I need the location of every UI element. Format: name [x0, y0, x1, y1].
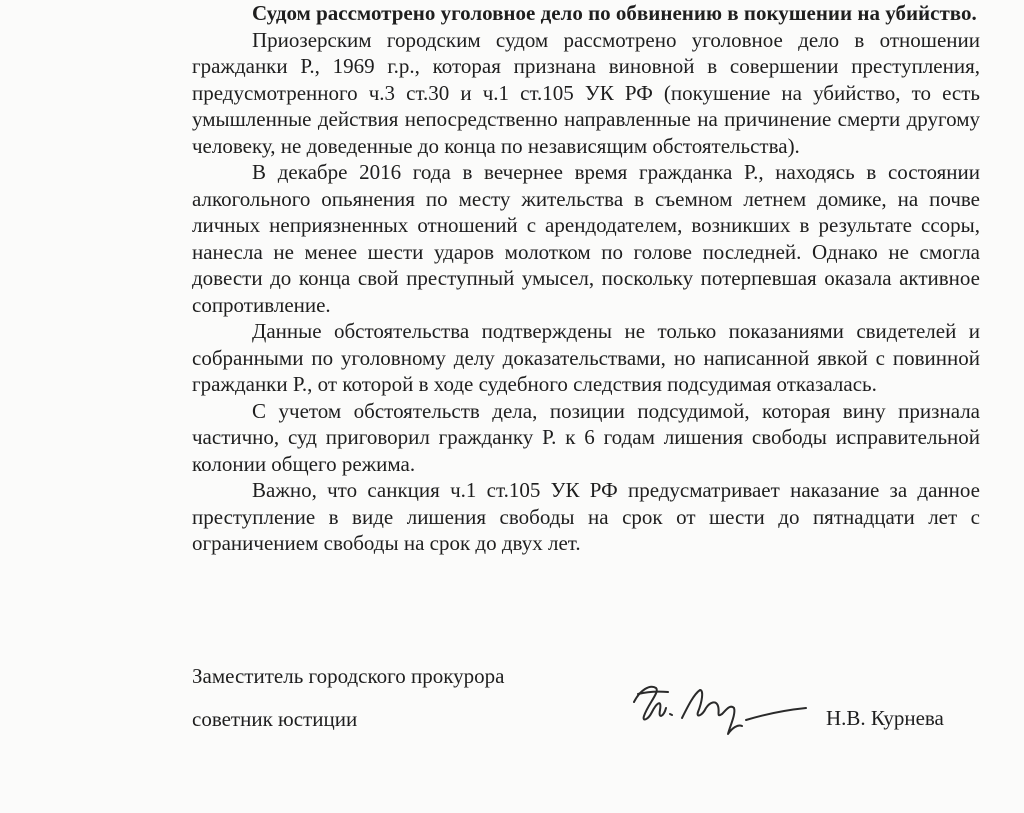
document-body: [192, 0, 980, 557]
paragraph-2: В декабре 2016 года в вечернее время гражданка Р., находясь в состоянии алкогольного опьянения по месту жительства в съемном летнем домике, на почве личных неприязненных отношений с арендодателем, возникших в результате ссоры, нанесла не менее шести ударов молотком по голове последней. Однако не смогла довести до конца свой преступный умысел, поскольку потерпевшая оказала активное сопротивление.: [192, 160, 980, 317]
document-title: Судом рассмотрено уголовное дело по обвинению в покушении на убийство.: [252, 1, 977, 25]
paragraph-3: Данные обстоятельства подтверждены не только показаниями свидетелей и собранными по уголовному делу доказательствами, но написанной явкой с повинной гражданки Р., от которой в ходе судебного следствия подсудимая отказалась.: [192, 319, 980, 396]
paragraph-1: Приозерским городским судом рассмотрено уголовное дело в отношении гражданки Р., 1969 г.р., которая признана виновной в совершении преступления, предусмотренного ч.3 ст.30 и ч.1 ст.105 УК РФ (покушение на убийство, то есть умышленные действия непосредственно направленные на причинение смерти другому человеку, не доведенные до конца по независящим обстоятельства).: [192, 27, 980, 158]
signer-position-line1: Заместитель городского прокурора: [192, 664, 505, 688]
handwritten-signature: [626, 664, 816, 744]
signer-name: Н.В. Курнева: [826, 706, 944, 730]
paragraph-4: С учетом обстоятельств дела, позиции подсудимой, которая вину признала частично, суд приговорил гражданку Р. к 6 годам лишения свободы исправительной колонии общего режима.: [192, 398, 980, 476]
signer-position-line2: советник юстиции: [192, 707, 358, 731]
paragraph-5: Важно, что санкция ч.1 ст.105 УК РФ предусматривает наказание за данное преступление в виде лишения свободы на срок от шести до пятнадцати лет с ограничением свободы на срок до двух лет.: [192, 478, 980, 555]
